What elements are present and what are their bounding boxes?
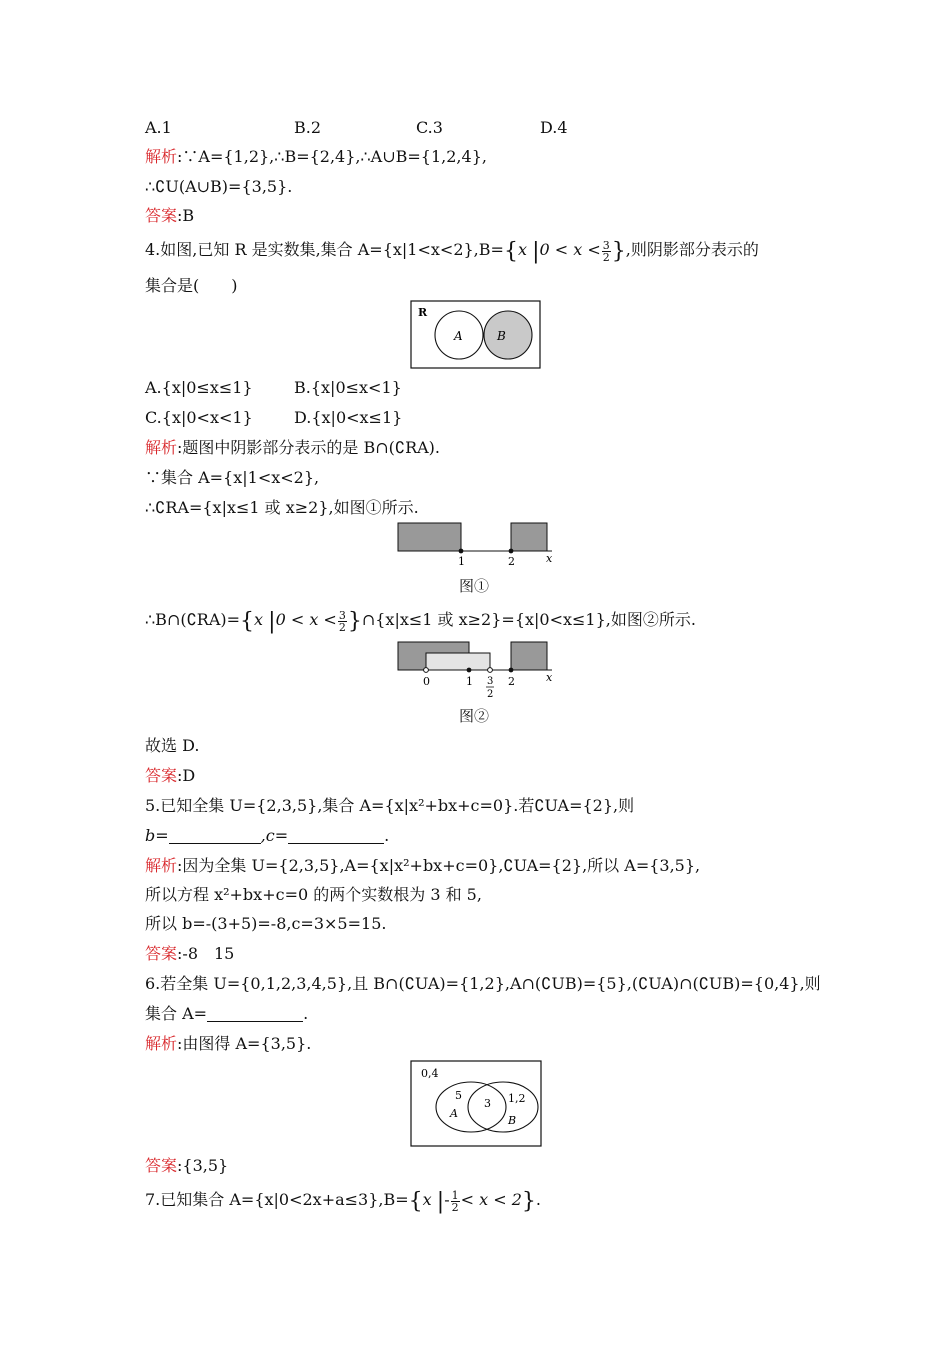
tick-label: 1 — [466, 675, 473, 688]
analysis-label: 解析 — [145, 856, 178, 875]
q6-answer: 答案:{3,5} — [145, 1156, 229, 1175]
q5-analysis-line1: 解析:因为全集 U={2,3,5},A={x|x²+bx+c=0},∁UA={2},所以 A={3,5}, — [145, 856, 701, 875]
q4-conclusion: 故选 D. — [145, 736, 200, 755]
option-d: D.4 — [540, 118, 568, 137]
answer-label: 答案 — [145, 944, 178, 963]
tick-label: 2 — [508, 675, 515, 688]
q5-stem-line1: 5.已知全集 U={2,3,5},集合 A={x|x²+bx+c=0}.若∁UA={2},则 — [145, 796, 635, 815]
tick-label: 3 — [487, 676, 494, 687]
set-a-label: A — [450, 1107, 458, 1120]
tick-label: 1 — [458, 555, 465, 568]
answer-label: 答案 — [145, 206, 178, 225]
axis-label: x — [546, 552, 553, 565]
answer-blank-a — [207, 1005, 303, 1022]
q4-analysis-line4: ∴B∩(∁RA)={x |0 < x < $\frac{3}{2}$ }∩{x|x≤1 或 x≥2}={x|0<x≤1},如图②所示. — [145, 609, 696, 634]
set-a-ellipse — [436, 1082, 506, 1132]
q4-analysis-line2: ∵集合 A={x|1<x<2}, — [145, 468, 320, 487]
region-both: 3 — [484, 1097, 491, 1110]
figure-2-caption: 图② — [459, 707, 490, 725]
option-b: B.2 — [294, 118, 322, 137]
option-c: C.{x|0<x<1} — [145, 408, 253, 427]
q6-venn-diagram — [410, 1060, 543, 1148]
answer-blank-c — [288, 827, 384, 844]
fraction: $\frac{1}{2}$ — [451, 1189, 459, 1214]
q4-venn-diagram — [410, 300, 542, 370]
q5-analysis-line2: 所以方程 x²+bx+c=0 的两个实数根为 3 和 5, — [145, 885, 482, 904]
option-a: A.{x|0≤x≤1} — [145, 378, 253, 397]
figure-1-caption: 图① — [459, 577, 490, 595]
axis-label: x — [546, 671, 553, 684]
q6-stem-line2: 集合 A= . — [145, 1004, 309, 1023]
q7-stem-line1: 7.已知集合 A={x|0<2x+a≤3},B={x |- $\frac{1}{2}$ < x < 2}. — [145, 1189, 541, 1214]
analysis-label: 解析 — [145, 147, 178, 166]
fraction: $\frac{3}{2}$ — [602, 239, 610, 264]
q5-stem-line2: b= ,c= . — [145, 826, 390, 845]
region-only-b: 1,2 — [508, 1092, 526, 1105]
analysis-label: 解析 — [145, 438, 178, 457]
option-b: B.{x|0≤x<1} — [294, 378, 402, 397]
q3-answer: 答案:B — [145, 206, 195, 225]
set-b-circle — [484, 311, 532, 359]
tick-label: 2 — [487, 689, 494, 700]
q4-stem-line2: 集合是( ) — [145, 276, 238, 295]
q5-analysis-line3: 所以 b=-(3+5)=-8,c=3×5=15. — [145, 914, 387, 933]
q3-analysis-line2: ∴∁U(A∪B)={3,5}. — [145, 177, 293, 196]
q4-analysis-line3: ∴∁RA={x|x≤1 或 x≥2},如图①所示. — [145, 498, 419, 517]
q6-analysis-line1: 解析:由图得 A={3,5}. — [145, 1034, 312, 1053]
analysis-label: 解析 — [145, 1034, 178, 1053]
outside-label: 0,4 — [421, 1067, 439, 1080]
option-d: D.{x|0<x≤1} — [294, 408, 403, 427]
figure-2-number-line — [396, 638, 558, 702]
figure-1-number-line — [396, 520, 558, 568]
tick-label: 0 — [423, 675, 430, 688]
q3-analysis-line1: 解析:∵A={1,2},∴B={2,4},∴A∪B={1,2,4}, — [145, 147, 487, 166]
region-only-a: 5 — [455, 1089, 462, 1102]
answer-blank-b — [169, 827, 261, 844]
q4-stem-line1: 4.如图,已知 R 是实数集,集合 A={x|1<x<2},B={x |0 < x < $\frac{3}{2}$ },则阴影部分表示的 — [145, 239, 759, 264]
universe-label: R — [418, 306, 428, 319]
q6-stem-line1: 6.若全集 U={0,1,2,3,4,5},且 B∩(∁UA)={1,2},A∩(∁UB)={5},(∁UA)∩(∁UB)={0,4},则 — [145, 974, 821, 993]
option-c: C.3 — [416, 118, 443, 137]
fraction: $\frac{3}{2}$ — [338, 609, 346, 634]
set-b-label: B — [508, 1114, 517, 1127]
answer-label: 答案 — [145, 766, 178, 785]
tick-label: 2 — [508, 555, 515, 568]
answer-label: 答案 — [145, 1156, 178, 1175]
set-b-ellipse — [468, 1082, 538, 1132]
set-b-label: B — [497, 329, 506, 343]
option-a: A.1 — [145, 118, 172, 137]
q5-answer: 答案:-8 15 — [145, 944, 235, 963]
q4-analysis-line1: 解析:题图中阴影部分表示的是 B∩(∁RA). — [145, 438, 441, 457]
set-a-label: A — [454, 329, 463, 343]
q4-answer: 答案:D — [145, 766, 196, 785]
